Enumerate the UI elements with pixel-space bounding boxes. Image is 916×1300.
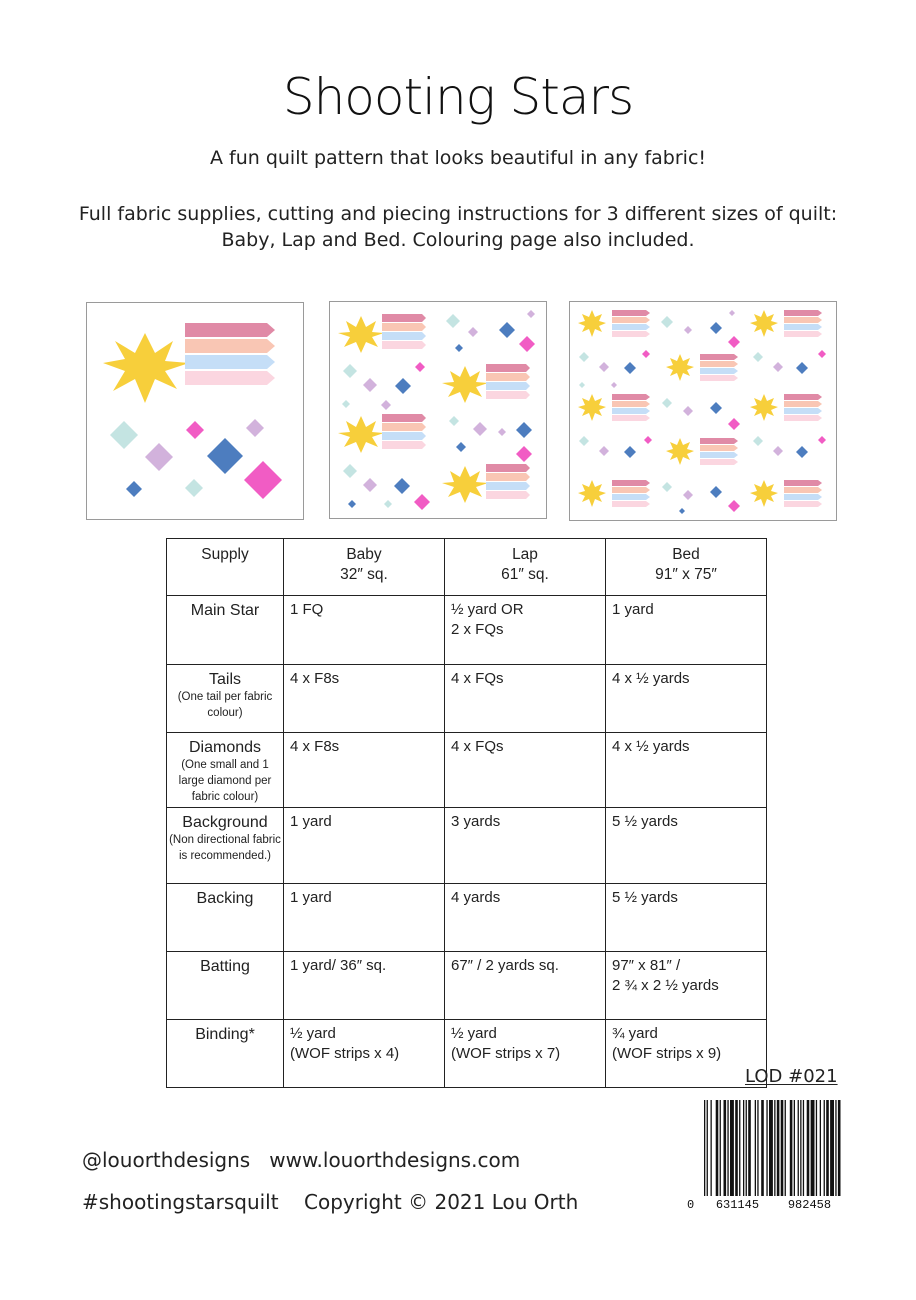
supply-cell-baby — [284, 733, 445, 808]
barcode-bar — [830, 1100, 834, 1196]
supply-cell-lap — [445, 733, 606, 808]
supply-name: Diamonds — [188, 739, 262, 756]
supply-cell-bed — [606, 808, 767, 884]
supply-name-cell — [167, 808, 284, 884]
supply-cell-lap — [445, 1020, 606, 1088]
supply-cell-lap — [445, 808, 606, 884]
header-baby-size: 32″ sq. — [340, 566, 388, 583]
barcode-bar — [720, 1100, 721, 1196]
star-block-bottom-right — [442, 464, 530, 503]
supply-cell-line: ½ yard — [451, 1025, 497, 1042]
description-line-1: Full fabric supplies, cutting and piecing instructions for 3 different sizes of quilt: — [78, 203, 838, 225]
supply-cell-line: 4 x F8s — [290, 738, 340, 755]
supply-cell-bed — [606, 952, 767, 1020]
header-lap-size: 61″ sq. — [501, 566, 549, 583]
supply-name: Backing — [196, 890, 254, 907]
supply-name-cell — [167, 665, 284, 733]
supply-cell-line: 2 x FQs — [451, 621, 504, 638]
supply-name: Background — [182, 814, 268, 831]
supply-cell-line: 1 yard — [290, 813, 332, 830]
table-header-row — [167, 539, 767, 596]
barcode-bar — [785, 1100, 786, 1196]
hashtag: #shootingstarsquilt — [82, 1190, 279, 1214]
supply-cell-lap — [445, 596, 606, 665]
footer-line-1 — [82, 1148, 520, 1172]
barcode-bar — [803, 1100, 804, 1196]
star-block-top-left — [338, 314, 426, 353]
website-link[interactable]: www.louorthdesigns.com — [269, 1148, 521, 1172]
barcode-bar — [755, 1100, 756, 1196]
header-baby — [284, 539, 445, 596]
supply-cell-line: 97″ x 81″ / — [612, 957, 681, 974]
star-shape — [103, 333, 189, 403]
supply-table — [166, 538, 767, 1088]
barcode-bar — [711, 1100, 712, 1196]
pattern-subtitle: A fun quilt pattern that looks beautiful in any fabric! — [209, 147, 707, 169]
table-row — [167, 952, 767, 1020]
barcode-bar — [777, 1100, 780, 1196]
supply-cell-bed — [606, 596, 767, 665]
barcode-bar — [739, 1100, 740, 1196]
supply-cell-line: 1 yard — [612, 601, 654, 618]
barcode-bar — [811, 1100, 815, 1196]
supply-cell-line: ¾ yard — [612, 1025, 658, 1042]
supply-name-cell — [167, 733, 284, 808]
supply-name-cell — [167, 596, 284, 665]
pattern-code: LOD #021 — [745, 1066, 838, 1087]
pattern-title: Shooting Stars — [282, 68, 634, 126]
barcode-bar — [724, 1100, 727, 1196]
supply-note: (One tail per fabric colour) — [177, 691, 273, 719]
copyright: Copyright © 2021 Lou Orth — [304, 1190, 579, 1214]
header-lap-name: Lap — [512, 546, 538, 563]
table-row — [167, 1020, 767, 1088]
supply-cell-line: 1 yard — [290, 889, 332, 906]
supply-cell-line: 3 yards — [451, 813, 501, 830]
barcode-bar — [761, 1100, 764, 1196]
supply-cell-baby — [284, 665, 445, 733]
barcode-bar — [746, 1100, 747, 1196]
description-line-2: Baby, Lap and Bed. Colouring page also included. — [221, 229, 695, 251]
baby-quilt-image — [86, 302, 304, 520]
barcode-bar — [800, 1100, 801, 1196]
barcode-bar — [757, 1100, 758, 1196]
barcode-bar — [707, 1100, 708, 1196]
footer-line-2 — [82, 1190, 578, 1214]
supply-cell-bed — [606, 1020, 767, 1088]
supply-cell-line: 4 x FQs — [451, 670, 504, 687]
supply-cell-bed — [606, 665, 767, 733]
star-block-lower-left — [338, 414, 426, 453]
supply-cell-line: 5 ½ yards — [612, 813, 678, 830]
diamonds — [110, 419, 282, 499]
barcode-right-digits: 982458 — [787, 1198, 832, 1212]
barcode-bar — [735, 1100, 738, 1196]
star-tails — [185, 323, 275, 385]
supply-cell-lap — [445, 884, 606, 952]
supply-cell-lap — [445, 952, 606, 1020]
table-row — [167, 665, 767, 733]
barcode-bar — [716, 1100, 719, 1196]
supply-cell-baby — [284, 952, 445, 1020]
supply-cell-line: 4 x ½ yards — [612, 670, 690, 687]
table-body — [167, 596, 767, 1088]
table-row — [167, 808, 767, 884]
header-bed-size: 91″ x 75″ — [655, 566, 717, 583]
table-row — [167, 884, 767, 952]
bed-star-blocks — [578, 310, 822, 507]
star-block-mid-right — [442, 364, 530, 403]
supply-name: Batting — [200, 958, 250, 975]
supply-cell-bed — [606, 733, 767, 808]
barcode-digits — [687, 1198, 831, 1212]
barcode-bar — [798, 1100, 799, 1196]
barcode-bar — [704, 1100, 705, 1196]
supply-cell-line: 4 x FQs — [451, 738, 504, 755]
barcode-bar — [824, 1100, 825, 1196]
barcode-bar — [743, 1100, 744, 1196]
barcode-bar — [794, 1100, 795, 1196]
supply-cell-line: 1 FQ — [290, 601, 324, 618]
barcode-bar — [748, 1100, 751, 1196]
supply-cell-line: 4 yards — [451, 889, 501, 906]
barcode-bar — [826, 1100, 829, 1196]
barcode-bar — [774, 1100, 775, 1196]
header-lap — [445, 539, 606, 596]
header-bed-name: Bed — [672, 546, 700, 563]
lap-quilt-image — [329, 301, 547, 519]
header-bed — [606, 539, 767, 596]
supply-cell-line: 67″ / 2 yards sq. — [451, 957, 559, 974]
supply-cell-line: ½ yard OR — [451, 601, 524, 618]
barcode-bar — [769, 1100, 773, 1196]
barcode-bar — [727, 1100, 728, 1196]
barcode-bar — [790, 1100, 793, 1196]
supply-name-cell — [167, 952, 284, 1020]
supply-cell-baby — [284, 808, 445, 884]
table-row — [167, 596, 767, 665]
barcode-bar — [730, 1100, 734, 1196]
supply-cell-line: 5 ½ yards — [612, 889, 678, 906]
lap-quilt-svg — [330, 302, 546, 518]
supply-cell-line: (WOF strips x 9) — [612, 1045, 722, 1062]
barcode-left-digits: 631145 — [715, 1198, 760, 1212]
barcode-bar — [838, 1100, 841, 1196]
supply-cell-line: 4 x F8s — [290, 670, 340, 687]
barcode-bar — [766, 1100, 767, 1196]
barcode-lead-digit: 0 — [687, 1198, 695, 1212]
barcode-bar — [807, 1100, 810, 1196]
supply-name-cell — [167, 1020, 284, 1088]
supply-cell-baby — [284, 884, 445, 952]
supply-name-cell — [167, 884, 284, 952]
supply-cell-lap — [445, 665, 606, 733]
header-baby-name: Baby — [346, 546, 382, 563]
social-handle: @louorthdesigns — [82, 1148, 251, 1172]
barcode-bar — [835, 1100, 836, 1196]
supply-cell-line: (WOF strips x 4) — [290, 1045, 400, 1062]
supply-note: (One small and 1 large diamond per fabric colour) — [178, 759, 272, 803]
barcode-bar — [816, 1100, 817, 1196]
supply-cell-line: ½ yard — [290, 1025, 336, 1042]
bed-quilt-image — [569, 301, 837, 521]
barcode-bar — [781, 1100, 784, 1196]
supply-cell-line: 4 x ½ yards — [612, 738, 690, 755]
supply-cell-bed — [606, 884, 767, 952]
pattern-description — [40, 201, 876, 253]
supply-cell-line: (WOF strips x 7) — [451, 1045, 561, 1062]
supply-cell-baby — [284, 596, 445, 665]
supply-cell-baby — [284, 1020, 445, 1088]
supply-note: (Non directional fabric is recommended.) — [169, 834, 281, 862]
supply-name: Tails — [208, 671, 241, 688]
bed-quilt-svg — [570, 302, 836, 520]
supply-cell-line: 2 ¾ x 2 ½ yards — [612, 977, 719, 994]
barcode-bar — [820, 1100, 821, 1196]
table-row — [167, 733, 767, 808]
supply-name: Main Star — [190, 602, 260, 619]
header-supply — [167, 539, 284, 596]
baby-quilt-svg — [87, 303, 303, 519]
supply-cell-line: 1 yard/ 36″ sq. — [290, 957, 387, 974]
supply-name: Binding* — [195, 1026, 255, 1043]
header-supply-label: Supply — [201, 546, 249, 563]
